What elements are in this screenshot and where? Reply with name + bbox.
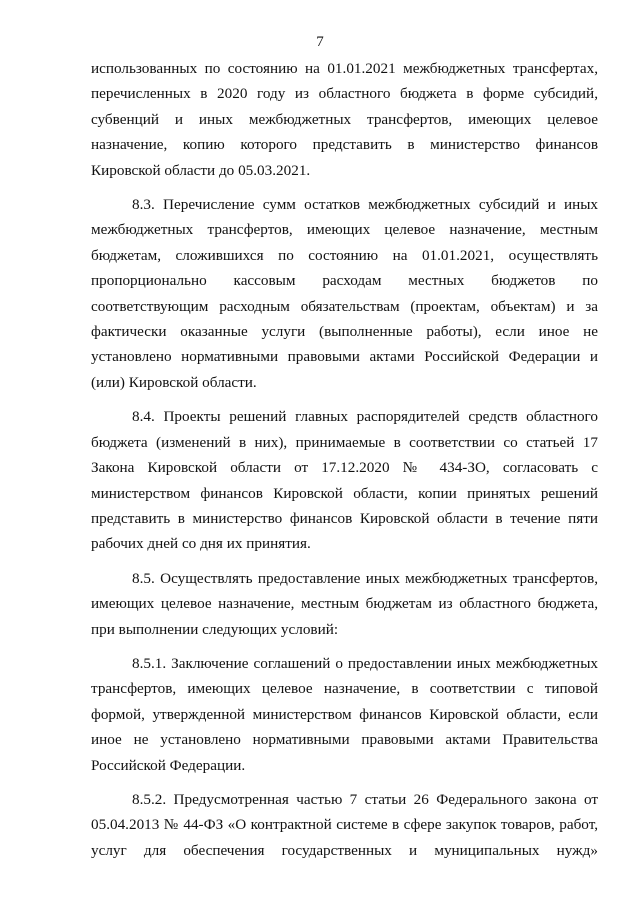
paragraph-8-5-2: 8.5.2. Предусмотренная частью 7 статьи 26 Федерального закона от 05.04.2013 № 44-ФЗ «О контрактной системе в сфере закупок товаров, работ, услуг для обеспечения государственных и муниципальных нужд»: [91, 790, 598, 859]
paragraph-8-3: 8.3. Перечисление сумм остатков межбюджетных субсидий и иных межбюджетных трансфертов, имеющих целевое назначение, местным бюджетам, сложившихся по состоянию на 01.01.2021, осуществлять пропорционально кассовым расходам местных бюджетов по соответствующим расходным обязательствам (проектам, объектам) и за фактически оказанные услуги (выполненные работы), если иное не установлено нормативными правовыми актами Российской Федерации и (или) Кировской области.: [91, 196, 598, 391]
paragraph-continuation: использованных по состоянию на 01.01.2021 межбюджетных трансфертах, перечисленных в 2020 году из областного бюджета в форме субсидий, субвенций и иных межбюджетных трансфертов, имеющих целевое назначение, копию которого представить в министерство финансов Кировской области до 05.03.2021.: [91, 60, 598, 179]
page-number: 7: [316, 34, 324, 50]
paragraph-8-4: 8.4. Проекты решений главных распорядителей средств областного бюджета (изменений в них), принимаемые в соответствии со статьей 17 Закона Кировской области от 17.12.2020 № 434-ЗО, согласовать с министерством финансов Кировской области, копии принятых решений представить в министерство финансов Кировской области в течение пяти рабочих дней со дня их принятия.: [91, 408, 598, 553]
paragraph-8-5: 8.5. Осуществлять предоставление иных межбюджетных трансфертов, имеющих целевое назначение, местным бюджетам из областного бюджета, при выполнении следующих условий:: [91, 569, 598, 638]
paragraph-8-5-1: 8.5.1. Заключение соглашений о предоставлении иных межбюджетных трансфертов, имеющих целевое назначение, в соответствии с типовой формой, утвержденной министерством финансов Кировской области, если иное не установлено нормативными правовыми актами Правительства Российской Федерации.: [91, 654, 598, 774]
document-body: [91, 56, 598, 863]
